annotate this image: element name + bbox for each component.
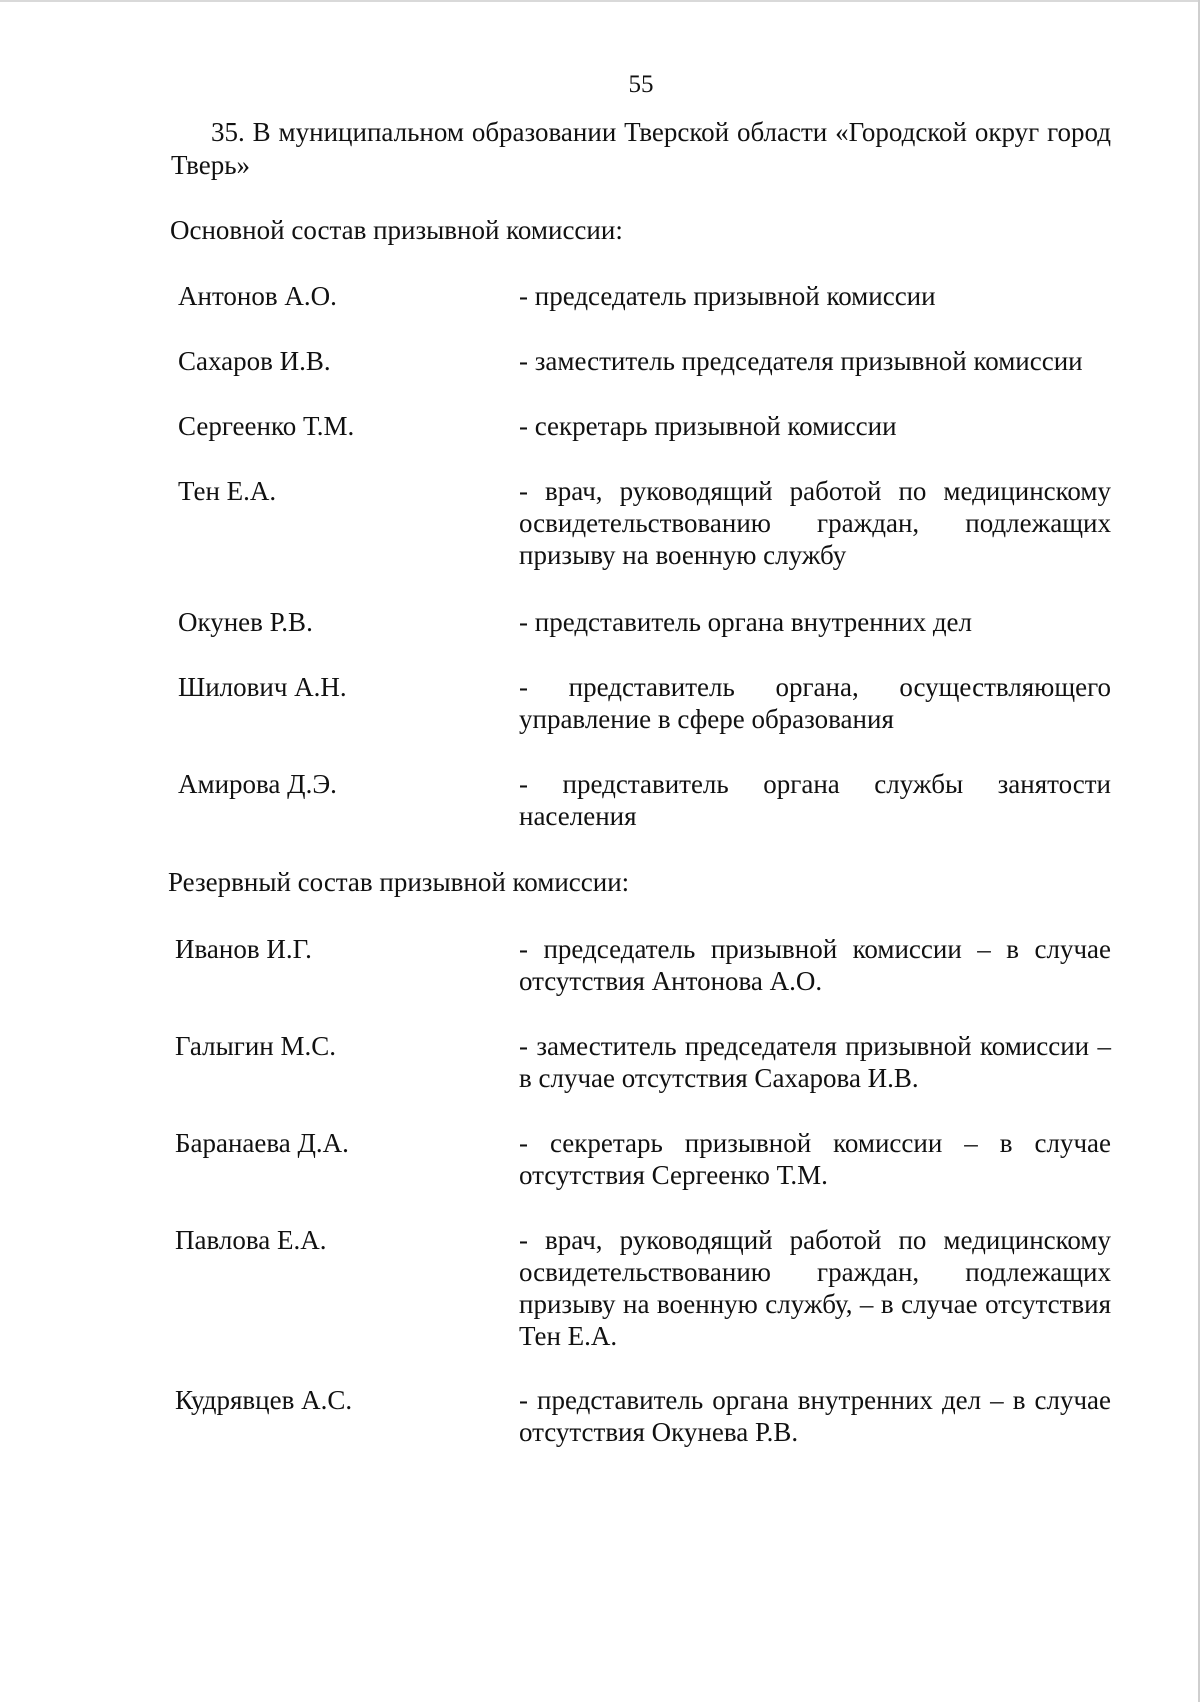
scan-edge-top <box>0 0 1200 2</box>
member-role: - секретарь призывной комиссии – в случае отсутствия Сергеенко Т.М. <box>519 1128 1111 1190</box>
member-role: - врач, руководящий работой по медицинскому освидетельствованию граждан, подлежащих призыву на военную службу <box>519 476 1111 570</box>
member-name: Павлова Е.А. <box>175 1225 327 1255</box>
member-name: Окунев Р.В. <box>178 607 313 637</box>
member-role: - представитель органа службы занятости населения <box>519 769 1111 831</box>
member-role: - представитель органа внутренних дел <box>519 607 973 637</box>
member-role: - заместитель председателя призывной комиссии – в случае отсутствия Сахарова И.В. <box>519 1031 1111 1093</box>
member-name: Кудрявцев А.С. <box>175 1385 353 1415</box>
member-name: Тен Е.А. <box>178 476 277 506</box>
member-role: - председатель призывной комиссии – в случае отсутствия Антонова А.О. <box>519 934 1111 996</box>
member-role: - представитель органа внутренних дел – в случае отсутствия Окунева Р.В. <box>519 1385 1111 1447</box>
intro-paragraph: 35. В муниципальном образовании Тверской области «Городской округ город Тверь» <box>171 117 1111 180</box>
member-role: - врач, руководящий работой по медицинскому освидетельствованию граждан, подлежащих призыву на военную службу, – в случае отсутствия Тен Е.А. <box>519 1225 1111 1351</box>
member-role: - представитель органа, осуществляющего управление в сфере образования <box>519 672 1111 734</box>
member-name: Сахаров И.В. <box>178 346 331 376</box>
member-name: Шилович А.Н. <box>178 672 347 702</box>
member-name: Галыгин М.С. <box>175 1031 337 1061</box>
member-name: Баранаева Д.А. <box>175 1128 349 1158</box>
member-role: - секретарь призывной комиссии <box>519 411 897 441</box>
member-name: Иванов И.Г. <box>175 934 312 964</box>
member-role: - заместитель председателя призывной комиссии <box>519 346 1083 376</box>
reserve-composition-heading: Резервный состав призывной комиссии: <box>168 867 630 897</box>
member-role: - председатель призывной комиссии <box>519 281 936 311</box>
main-composition-heading: Основной состав призывной комиссии: <box>170 215 623 245</box>
page-number: 55 <box>628 71 654 98</box>
member-name: Амирова Д.Э. <box>178 769 337 799</box>
member-name: Сергеенко Т.М. <box>178 411 355 441</box>
member-name: Антонов А.О. <box>178 281 337 311</box>
